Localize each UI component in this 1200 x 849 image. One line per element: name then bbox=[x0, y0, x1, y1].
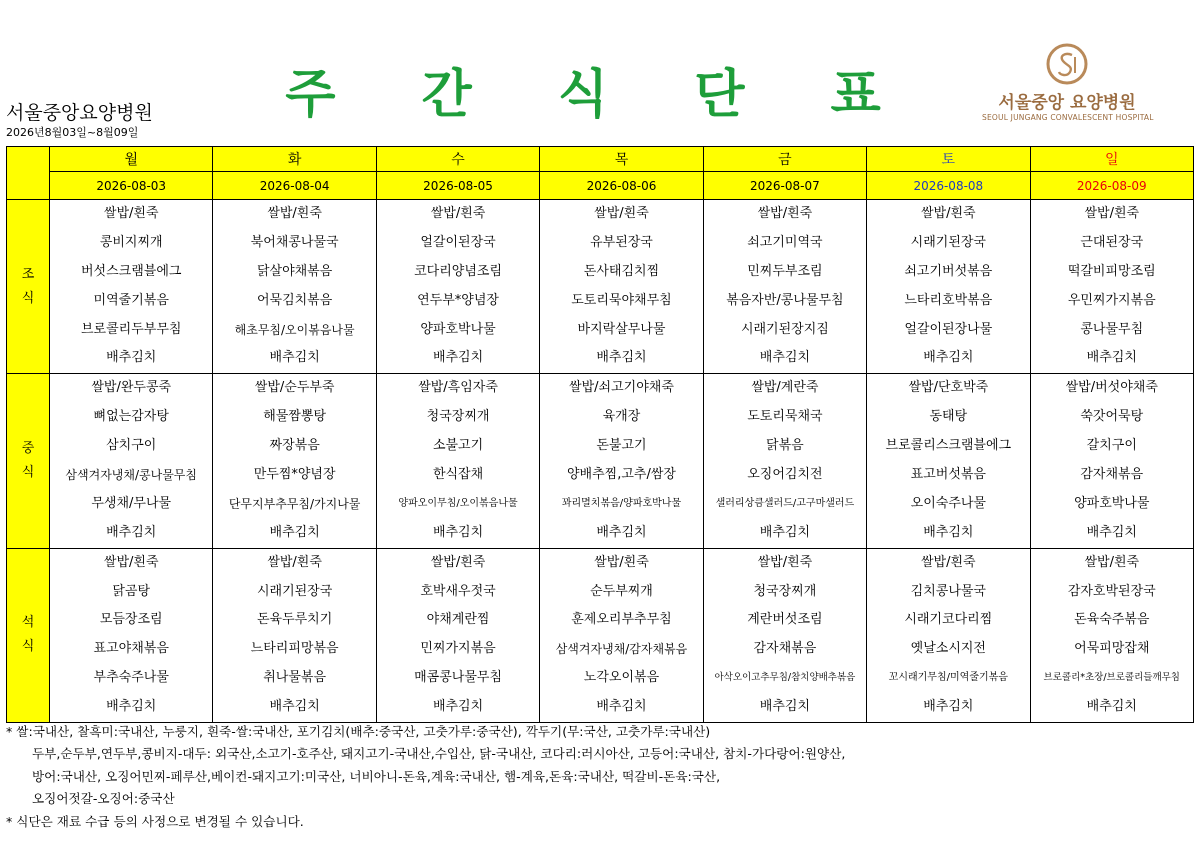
date-header-fri: 2026-08-07 bbox=[703, 172, 866, 200]
menu-item: 동태탕 bbox=[929, 409, 968, 425]
menu-cell bbox=[703, 374, 866, 548]
menu-cell bbox=[50, 374, 213, 548]
menu-item: 느타리호박볶음 bbox=[904, 292, 993, 308]
menu-cell bbox=[540, 374, 703, 548]
menu-item: 양파호박나물 bbox=[1074, 495, 1150, 511]
day-header-mon: 월 bbox=[50, 147, 213, 172]
menu-item: 얼갈이된장국 bbox=[420, 234, 496, 250]
menu-cell bbox=[867, 374, 1030, 548]
note-line: * 식단은 재료 수급 등의 사정으로 변경될 수 있습니다. bbox=[6, 813, 304, 829]
menu-item: 돈육숙주볶음 bbox=[1074, 612, 1150, 628]
menu-item: 쌀밥/흰죽 bbox=[757, 554, 813, 570]
menu-item: 감자채볶음 bbox=[753, 641, 817, 657]
note-line: 방어:국내산, 오징어민찌-페루산,베이컨-돼지고기:미국산, 너비아니-돈육,계육:국내산, 햄-계육,돈육:국내산, 떡갈비-돈육:국산, bbox=[32, 768, 721, 784]
origin-notes bbox=[6, 721, 845, 833]
day-header-thu: 목 bbox=[540, 147, 703, 172]
menu-item: 쌀밥/흰죽 bbox=[921, 206, 976, 221]
menu-item: 표고야채볶음 bbox=[93, 641, 169, 657]
menu-item: 배추김치 bbox=[432, 699, 484, 715]
menu-item: 짜장볶음 bbox=[269, 438, 320, 454]
menu-item: 김치콩나물국 bbox=[910, 583, 986, 599]
menu-item: 쌀밥/흰죽 bbox=[430, 554, 486, 570]
menu-item: 배추김치 bbox=[269, 524, 320, 540]
menu-cell bbox=[213, 374, 376, 548]
menu-item: 샐러리상큼샐러드/고구마샐러드 bbox=[715, 497, 855, 509]
menu-item: 쌀밥/흰죽 bbox=[1084, 206, 1140, 221]
menu-cell bbox=[1030, 548, 1193, 722]
menu-item: 뼈없는감자탕 bbox=[93, 409, 169, 425]
logo-name-en: SEOUL JUNGANG CONVALESCENT HOSPITAL bbox=[982, 113, 1154, 122]
menu-item: 시래기된장국 bbox=[910, 234, 986, 250]
menu-cell bbox=[213, 200, 376, 374]
note-line: * 쌀:국내산, 찰흑미:국내산, 누룽지, 흰죽-쌀:국내산, 포기김치(배추:중국산, 고춧가루:중국산), 깍두기(무:국산, 고춧가루:국내산) bbox=[6, 724, 711, 739]
menu-item: 유부된장국 bbox=[590, 234, 653, 250]
menu-item: 쌀밥/흰죽 bbox=[594, 554, 649, 570]
logo-name-kr: 서울중앙 요양병원 bbox=[998, 93, 1136, 113]
menu-item: 무생채/무나물 bbox=[91, 495, 172, 511]
menu-item: 돈육두루치기 bbox=[256, 612, 333, 628]
menu-item: 시래기된장국 bbox=[256, 583, 333, 599]
page-title: 주 간 식 단 표 bbox=[285, 65, 915, 125]
menu-item: 얼갈이된장나물 bbox=[904, 321, 993, 337]
menu-item: 표고버섯볶음 bbox=[910, 467, 986, 483]
note-line: 오징어젓갈-오징어:중국산 bbox=[32, 791, 175, 807]
menu-item: 삼색겨자냉채/콩나물무침 bbox=[65, 468, 197, 483]
menu-item: 브로콜리스크램블에그 bbox=[885, 438, 1012, 454]
menu-item: 매콤콩나물무침 bbox=[414, 670, 502, 686]
menu-item: 삼치구이 bbox=[106, 438, 157, 454]
meal-label-breakfast: 조 식 bbox=[7, 200, 50, 374]
menu-item: 만두찜*양념장 bbox=[253, 467, 336, 483]
menu-item: 호박새우젓국 bbox=[420, 583, 496, 599]
menu-cell bbox=[376, 548, 539, 722]
meal-row-breakfast bbox=[7, 200, 1194, 374]
menu-item: 도토리묵야채무침 bbox=[571, 292, 672, 308]
menu-cell bbox=[376, 200, 539, 374]
date-header-sat: 2026-08-08 bbox=[867, 172, 1030, 200]
menu-cell bbox=[213, 548, 376, 722]
menu-item: 쌀밥/흰죽 bbox=[594, 206, 649, 221]
menu-item: 닭살야채볶음 bbox=[256, 263, 333, 279]
menu-item: 해초무침/오이볶음나물 bbox=[234, 322, 355, 337]
menu-item: 배추김치 bbox=[432, 524, 484, 540]
menu-item: 바지락살무나물 bbox=[577, 321, 666, 337]
menu-item: 근대된장국 bbox=[1080, 234, 1144, 250]
menu-item: 민찌가지볶음 bbox=[420, 641, 496, 657]
table-corner bbox=[7, 147, 50, 200]
menu-item: 쑥갓어묵탕 bbox=[1080, 409, 1144, 425]
menu-item: 쌀밥/흰죽 bbox=[430, 206, 486, 221]
menu-item: 배추김치 bbox=[1086, 350, 1137, 366]
menu-item: 떡갈비피망조림 bbox=[1067, 263, 1156, 279]
menu-item: 배추김치 bbox=[759, 350, 811, 366]
menu-item: 브로콜리*초장/브로콜리들깨무침 bbox=[1043, 672, 1180, 684]
menu-item: 배추김치 bbox=[432, 350, 484, 366]
menu-item: 닭볶음 bbox=[766, 438, 804, 454]
date-header-sun: 2026-08-09 bbox=[1030, 172, 1193, 200]
menu-item: 육개장 bbox=[602, 409, 641, 425]
menu-item: 소불고기 bbox=[432, 438, 484, 454]
menu-item: 쌀밥/쇠고기야채죽 bbox=[569, 380, 674, 396]
menu-cell bbox=[50, 548, 213, 722]
menu-item: 시래기된장지짐 bbox=[740, 321, 829, 337]
menu-item: 쇠고기버섯볶음 bbox=[904, 263, 993, 279]
menu-item: 쌀밥/흰죽 bbox=[267, 206, 322, 221]
date-header-wed: 2026-08-05 bbox=[376, 172, 539, 200]
menu-item: 훈제오리부추무침 bbox=[571, 612, 672, 628]
menu-cell bbox=[50, 200, 213, 374]
date-header-mon: 2026-08-03 bbox=[50, 172, 213, 200]
menu-item: 배추김치 bbox=[106, 699, 157, 715]
menu-item: 배추김치 bbox=[1086, 699, 1137, 715]
menu-body bbox=[7, 200, 1194, 723]
day-header-sat: 토 bbox=[867, 147, 1030, 172]
menu-item: 감자호박된장국 bbox=[1067, 583, 1156, 599]
menu-item: 감자채볶음 bbox=[1080, 467, 1144, 483]
menu-item: 쌀밥/계란죽 bbox=[751, 380, 819, 396]
menu-item: 시래기코다리찜 bbox=[904, 612, 993, 628]
menu-item: 볶음자반/콩나물무침 bbox=[726, 292, 844, 308]
menu-item: 쌀밥/순두부죽 bbox=[254, 380, 335, 396]
menu-item: 민찌두부조림 bbox=[747, 263, 823, 279]
menu-item: 청국장찌개 bbox=[426, 409, 490, 425]
date-header-tue: 2026-08-04 bbox=[213, 172, 376, 200]
menu-item: 순두부찌개 bbox=[590, 583, 653, 599]
day-row bbox=[7, 147, 1194, 172]
menu-item: 옛날소시지전 bbox=[910, 641, 986, 657]
menu-item: 우민찌가지볶음 bbox=[1067, 292, 1156, 308]
menu-item: 계란버섯조림 bbox=[747, 612, 823, 628]
menu-item: 배추김치 bbox=[596, 350, 647, 366]
menu-item: 미역줄기볶음 bbox=[93, 292, 169, 308]
menu-item: 돈불고기 bbox=[596, 438, 647, 454]
meal-row-dinner bbox=[7, 548, 1194, 722]
day-header-sun: 일 bbox=[1030, 147, 1193, 172]
menu-item: 꼬시래기무침/미역줄기볶음 bbox=[888, 672, 1008, 684]
menu-cell bbox=[867, 200, 1030, 374]
menu-item: 쌀밥/완두콩죽 bbox=[91, 380, 172, 396]
menu-item: 취나물볶음 bbox=[263, 670, 327, 686]
menu-cell bbox=[703, 548, 866, 722]
menu-item: 오징어김치전 bbox=[747, 467, 823, 483]
menu-item: 배추김치 bbox=[106, 524, 157, 540]
menu-item: 배추김치 bbox=[1086, 524, 1137, 540]
menu-item: 쌀밥/흰죽 bbox=[921, 554, 976, 570]
menu-item: 갈치구이 bbox=[1086, 438, 1137, 454]
meal-row-lunch bbox=[7, 374, 1194, 548]
menu-item: 꽈리멸치볶음/양파호박나물 bbox=[561, 497, 682, 509]
menu-item: 닭곰탕 bbox=[112, 583, 151, 599]
menu-item: 쌀밥/단호박죽 bbox=[908, 380, 989, 396]
menu-item: 쌀밥/흰죽 bbox=[1084, 554, 1140, 570]
menu-item: 배추김치 bbox=[596, 524, 647, 540]
menu-item: 양배추찜,고추/쌈장 bbox=[566, 467, 676, 483]
menu-item: 모듬장조림 bbox=[99, 612, 163, 628]
menu-item: 오이숙주나물 bbox=[910, 495, 986, 511]
menu-item: 버섯스크램블에그 bbox=[80, 263, 182, 279]
meal-label-lunch: 중 식 bbox=[7, 374, 50, 548]
menu-cell bbox=[1030, 200, 1193, 374]
menu-item: 느타리피망볶음 bbox=[250, 641, 339, 657]
menu-item: 배추김치 bbox=[923, 524, 974, 540]
day-header-tue: 화 bbox=[213, 147, 376, 172]
menu-item: 쌀밥/흑임자죽 bbox=[418, 380, 498, 396]
day-header-wed: 수 bbox=[376, 147, 539, 172]
menu-item: 쇠고기미역국 bbox=[747, 234, 823, 250]
menu-item: 쌀밥/흰죽 bbox=[103, 206, 159, 221]
date-row bbox=[7, 172, 1194, 200]
date-header-thu: 2026-08-06 bbox=[540, 172, 703, 200]
menu-item: 삼색겨자냉채/감자채볶음 bbox=[555, 642, 688, 657]
day-header-fri: 금 bbox=[703, 147, 866, 172]
menu-item: 한식잡채 bbox=[432, 467, 484, 483]
menu-item: 콩비지찌개 bbox=[99, 234, 163, 250]
menu-item: 어묵김치볶음 bbox=[256, 292, 333, 308]
menu-item: 배추김치 bbox=[923, 699, 974, 715]
menu-item: 연두부*양념장 bbox=[417, 292, 499, 308]
menu-item: 청국장찌개 bbox=[753, 583, 817, 599]
meal-label-dinner: 석 식 bbox=[7, 548, 50, 722]
menu-item: 브로콜리두부무침 bbox=[80, 321, 182, 337]
menu-item: 콩나물무침 bbox=[1080, 321, 1144, 337]
menu-item: 해물짬뽕탕 bbox=[263, 409, 327, 425]
menu-period: 2026년8월03일~8월09일 bbox=[6, 126, 139, 139]
menu-item: 배추김치 bbox=[269, 699, 320, 715]
organization-name: 서울중앙요양병원 bbox=[6, 102, 153, 124]
menu-cell bbox=[540, 548, 703, 722]
menu-item: 배추김치 bbox=[596, 699, 647, 715]
menu-item: 아삭오이고추무침/참치양배추볶음 bbox=[714, 672, 856, 684]
menu-item: 쌀밥/흰죽 bbox=[103, 554, 159, 570]
menu-item: 단무지부추무침/가지나물 bbox=[228, 496, 361, 511]
menu-cell bbox=[376, 374, 539, 548]
menu-item: 배추김치 bbox=[269, 350, 320, 366]
menu-item: 양파오이무침/오이볶음나물 bbox=[398, 497, 518, 509]
menu-item: 야채계란찜 bbox=[426, 612, 490, 628]
menu-item: 쌀밥/흰죽 bbox=[267, 554, 322, 570]
menu-item: 돈사태김치찜 bbox=[583, 263, 660, 279]
menu-item: 배추김치 bbox=[759, 699, 811, 715]
menu-item: 부추숙주나물 bbox=[93, 670, 169, 686]
menu-item: 배추김치 bbox=[106, 350, 157, 366]
menu-item: 도토리묵채국 bbox=[747, 409, 823, 425]
menu-item: 북어채콩나물국 bbox=[250, 234, 339, 250]
menu-cell bbox=[703, 200, 866, 374]
menu-cell bbox=[867, 548, 1030, 722]
note-line: 두부,순두부,연두부,콩비지-대두: 외국산,소고기-호주산, 돼지고기-국내산,수입산, 닭-국내산, 코다리:러시아산, 고등어:국내산, 참치-가다랑어:원양산, bbox=[32, 746, 846, 762]
menu-item: 쌀밥/버섯야채죽 bbox=[1065, 380, 1158, 396]
menu-item: 양파호박나물 bbox=[420, 321, 496, 337]
menu-cell bbox=[540, 200, 703, 374]
menu-item: 코다리양념조림 bbox=[414, 263, 502, 279]
menu-item: 어묵피망잡채 bbox=[1074, 641, 1150, 657]
logo-emblem-icon bbox=[1045, 42, 1089, 86]
menu-item: 배추김치 bbox=[759, 524, 811, 540]
weekly-menu-table bbox=[6, 146, 1194, 723]
hospital-logo bbox=[982, 42, 1152, 134]
menu-item: 노각오이볶음 bbox=[583, 670, 660, 686]
menu-item: 쌀밥/흰죽 bbox=[757, 206, 813, 221]
menu-cell bbox=[1030, 374, 1193, 548]
menu-item: 배추김치 bbox=[923, 350, 974, 366]
